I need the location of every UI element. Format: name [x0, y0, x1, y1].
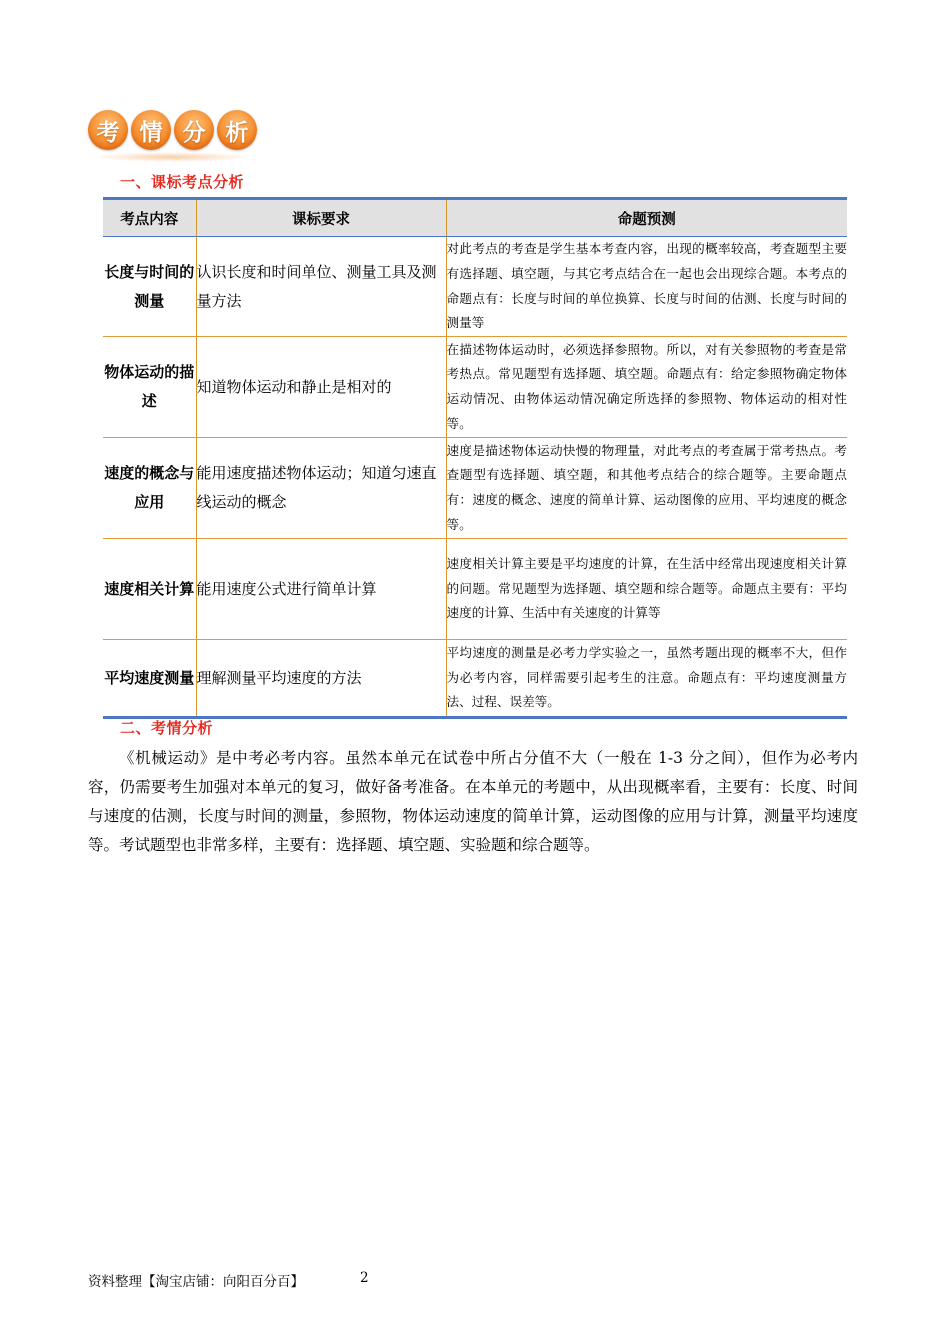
topic-cell: 速度的概念与应用 — [103, 438, 196, 539]
prediction-cell: 速度相关计算主要是平均速度的计算，在生活中经常出现速度相关计算的问题。常见题型为选择题、填空题和综合题等。命题点主要有：平均速度的计算、生活中有关速度的计算等 — [446, 539, 847, 640]
requirement-cell: 能用速度描述物体运动；知道匀速直线运动的概念 — [196, 438, 446, 539]
requirement-cell: 能用速度公式进行简单计算 — [196, 539, 446, 640]
prediction-cell: 平均速度的测量是必考力学实验之一，虽然考题出现的概率不大，但作为必考内容，同样需要引起考生的注意。命题点有：平均速度测量方法、过程、误差等。 — [446, 640, 847, 718]
banner-char-3: 分 — [174, 110, 214, 150]
banner-char-4: 析 — [217, 110, 257, 150]
table-header-row — [103, 199, 847, 237]
prediction-cell: 对此考点的考查是学生基本考查内容，出现的概率较高，考查题型主要有选择题、填空题，与其它考点结合在一起也会出现综合题。本考点的命题点有：长度与时间的单位换算、长度与时间的估测、长度与时间的测量等 — [446, 237, 847, 337]
banner-char-1: 考 — [88, 110, 128, 150]
topic-cell: 平均速度测量 — [103, 640, 196, 718]
exam-points-table — [103, 197, 847, 719]
page-number: 2 — [360, 1270, 369, 1286]
table-row — [103, 237, 847, 337]
section-1-title: 一、课标考点分析 — [120, 173, 245, 191]
section-banner — [88, 110, 268, 168]
prediction-cell: 在描述物体运动时，必须选择参照物。所以，对有关参照物的考查是常考热点。常见题型有选择题、填空题。命题点有：给定参照物确定物体运动情况、由物体运动情况确定所选择的参照物、物体运动的相对性等。 — [446, 337, 847, 438]
table-row — [103, 337, 847, 438]
topic-cell: 物体运动的描述 — [103, 337, 196, 438]
analysis-paragraph: 《机械运动》是中考必考内容。虽然本单元在试卷中所占分值不大（一般在 1-3 分之间），但作为必考内容，仍需要考生加强对本单元的复习，做好备考准备。在本单元的考题中，从出现概率看，主要有：长度、时间与速度的估测，长度与时间的测量，参照物，物体运动速度的简单计算，运动图像的应用与计算，测量平均速度等。考试题型也非常多样，主要有：选择题、填空题、实验题和综合题等。 — [88, 749, 858, 854]
requirement-cell: 知道物体运动和静止是相对的 — [196, 337, 446, 438]
requirement-cell: 理解测量平均速度的方法 — [196, 640, 446, 718]
requirement-cell: 认识长度和时间单位、测量工具及测量方法 — [196, 237, 446, 337]
table-row — [103, 539, 847, 640]
prediction-cell: 速度是描述物体运动快慢的物理量，对此考点的考查属于常考热点。考查题型有选择题、填空题，和其他考点结合的综合题等。主要命题点有：速度的概念、速度的简单计算、运动图像的应用、平均速度的概念等。 — [446, 438, 847, 539]
topic-cell: 速度相关计算 — [103, 539, 196, 640]
banner-shadow — [92, 152, 252, 162]
table-row — [103, 640, 847, 718]
footer-source: 资料整理【淘宝店铺：向阳百分百】 — [88, 1274, 304, 1290]
header-prediction: 命题预测 — [446, 199, 847, 237]
banner-char-2: 情 — [131, 110, 171, 150]
table-row — [103, 438, 847, 539]
header-requirement: 课标要求 — [196, 199, 446, 237]
section-2-title: 二、考情分析 — [120, 719, 214, 737]
header-topic: 考点内容 — [103, 199, 196, 237]
topic-cell: 长度与时间的测量 — [103, 237, 196, 337]
